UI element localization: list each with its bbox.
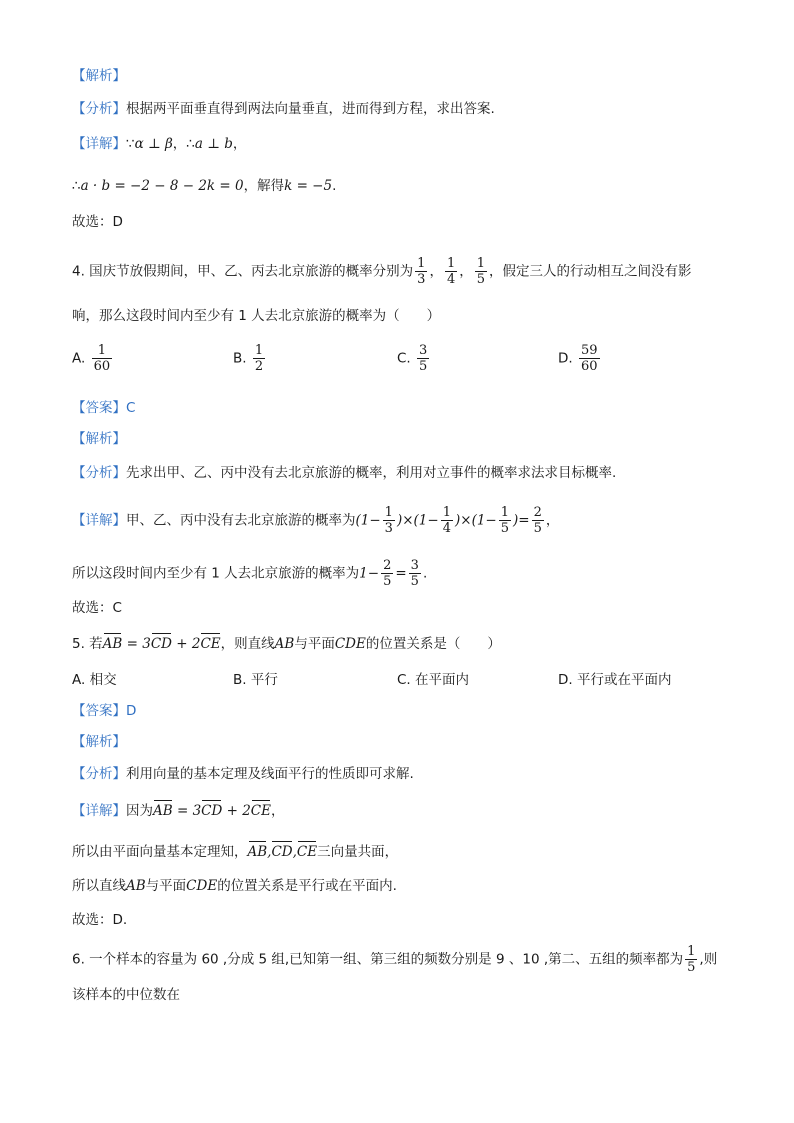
answer-choice: 故选：D. — [72, 912, 128, 928]
answer-choice: 故选：D — [72, 214, 123, 230]
answer-heading: 【答案】D — [72, 703, 137, 719]
question-6-stem-line-1: 6. 一个样本的容量为 60 ,分成 5 组,已知第一组、第三组的频数分别是 9 、10 ,第二、五组的频率都为 $\frac{1}{5}$ ,则 — [72, 944, 718, 975]
summary-text: 根据两平面垂直得到两法向量垂直，进而得到方程，求出答案. — [126, 101, 495, 117]
option-c[interactable]: C. 在平面内 — [397, 672, 470, 688]
option-a[interactable]: A. $\frac{1}{60}$ — [72, 343, 111, 374]
analysis-heading: 【解析】 — [72, 734, 126, 750]
analysis-summary — [72, 99, 495, 119]
fraction: $\frac{1}{4}$ — [446, 256, 456, 287]
detail-line-1: 【详解】甲、乙、丙中没有去北京旅游的概率为(1− $\frac{1}{3}$ )×(1− $\frac{1}{4}$ )×(1− $\frac{1}{5}$ )= $\frac{2}{5}$ ， — [72, 505, 560, 536]
fraction: $\frac{1}{3}$ — [417, 256, 426, 287]
detail-tag: 【详解】 — [72, 136, 126, 152]
option-d[interactable]: D. $\frac{59}{60}$ — [558, 343, 598, 374]
option-b[interactable]: B. $\frac{1}{2}$ — [233, 343, 264, 374]
analysis-heading: 【解析】 — [72, 431, 126, 447]
option-c[interactable]: C. $\frac{3}{5}$ — [397, 343, 428, 374]
option-a[interactable]: A. 相交 — [72, 672, 117, 688]
math-perp-vectors: a ⊥ b — [194, 136, 233, 152]
math-dot-product: a · b = −2 − 8 − 2k = 0 — [80, 178, 244, 194]
question-5-stem: 5. 若AB = 3CD + 2CE，则直线AB与平面CDE的位置关系是（ ） — [72, 636, 501, 652]
question-4-stem-line-1: 4. 国庆节放假期间，甲、乙、丙去北京旅游的概率分别为 $\frac{1}{3}$ ， $\frac{1}{4}$ ， $\frac{1}{5}$ ，假定三人的行动相互之间没有影 — [72, 256, 692, 287]
question-4-stem-line-2: 响，那么这段时间内至少有 1 人去北京旅游的概率为（ ） — [72, 308, 441, 324]
summary-tag: 【分析】 — [72, 101, 126, 117]
detail-line-2: ∴a · b = −2 − 8 − 2k = 0，解得k = −5. — [72, 178, 337, 194]
detail-line-2: 所以由平面向量基本定理知，AB,CD,CE三向量共面， — [72, 844, 399, 860]
answer-choice: 故选：C — [72, 600, 122, 616]
analysis-summary: 【分析】先求出甲、乙、丙中没有去北京旅游的概率，利用对立事件的概率求法求目标概率. — [72, 465, 617, 481]
answer-heading: 【答案】C — [72, 400, 136, 416]
fraction: $\frac{1}{5}$ — [476, 256, 486, 287]
math-k-value: k = −5 — [284, 178, 333, 194]
detail-line-1: 【详解】∵α ⊥ β，∴a ⊥ b， — [72, 136, 247, 152]
detail-line-2: 所以这段时间内至少有 1 人去北京旅游的概率为1− $\frac{2}{5}$ = $\frac{3}{5}$ . — [72, 558, 428, 589]
option-b[interactable]: B. 平行 — [233, 672, 278, 688]
analysis-summary: 【分析】利用向量的基本定理及线面平行的性质即可求解. — [72, 766, 414, 782]
question-6-stem-line-2: 该样本的中位数在 — [72, 987, 180, 1003]
detail-line-3: 所以直线AB与平面CDE的位置关系是平行或在平面内. — [72, 878, 397, 894]
math-perp-planes: α ⊥ β — [134, 136, 173, 152]
detail-line-1: 【详解】因为AB = 3CD + 2CE， — [72, 803, 285, 819]
analysis-heading: 【解析】 — [72, 68, 126, 84]
option-d[interactable]: D. 平行或在平面内 — [558, 672, 672, 688]
